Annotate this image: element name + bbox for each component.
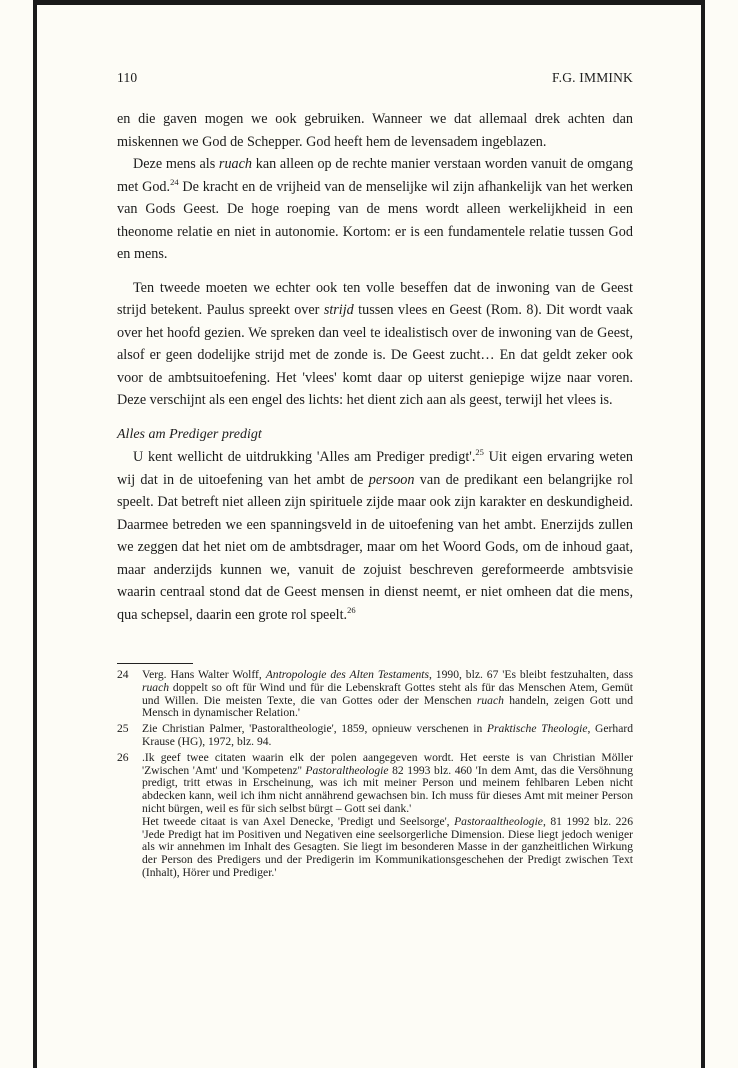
running-header <box>117 70 633 86</box>
term-ruach: ruach <box>218 156 253 172</box>
running-head-author: F.G. IMMINK <box>552 70 633 85</box>
footnote-number: 25 <box>117 722 129 736</box>
scan-frame-left <box>33 0 37 1068</box>
footnote-ref-26[interactable]: 26 <box>347 604 356 615</box>
footnote-25 <box>117 723 633 749</box>
paragraph-4: U kent wellicht de uitdrukking 'Alles am Prediger predigt'.$^{25}$ Uit eigen ervaring weten wij dat in de uitoefening van het ambt de persoon van de predikant een belangrijke rol speelt. Dat betreft niet alleen zijn spirituele zijde maar ook zijn karakter en deskundigheid. Daarmee betreden we een spanningsveld in de uitoefening van het ambt. Enerzijds zullen we zeggen dat het niet om de ambtsdrager, maar om het Woord Gods, om de inhoud gaat, maar anderzijds kunnen we, vanuit de zojuist beschreven gereformeerde ambtsvisie waarin centraal stond dat de Geest mensen in dienst neemt, er niet omheen dat die mens, qua schepsel, daarin een grote rol speelt.$^{26}$ <box>117 447 634 623</box>
section-heading: Alles am Prediger predigt <box>117 426 262 442</box>
scan-frame-right <box>701 0 705 1068</box>
paragraph-2: Deze mens als ruach kan alleen op de rechte manier verstaan worden vanuit de omgang met God.$^{24}$ De kracht en de vrijheid van de menselijke wil zijn afhankelijk van het werken van Gods Geest. De hoge roeping van de mens wordt alleen werkelijkheid in een theonome relatie en niet in autonomie. Kortom: er is een fundamentele relatie tussen God en mens. <box>117 156 633 262</box>
footnote-text: Zie Christian Palmer, 'Pastoraltheologie', 1859, opnieuw verschenen in Praktische Theologie, Gerhard Krause (HG), 1972, blz. 94. <box>142 722 633 748</box>
footnote-ref-24[interactable]: 24 <box>170 176 179 187</box>
term-strijd: strijd <box>323 302 354 318</box>
footnote-text: Verg. Hans Walter Wolff, Antropologie des Alten Testaments, 1990, blz. 67 'Es bleibt festzuhalten, dass ruach doppelt so oft für Wind und für die Lebenskraft Gottes steht als für das Menschen Atem, Gemüt und Willen. Die meisten Texte, die van Gottes oder der Menschen ruach handeln, zeigen Gott und Mensch in dynamischer Relation.' <box>142 668 634 720</box>
page-number: 110 <box>117 70 138 85</box>
footnote-26 <box>117 752 633 880</box>
footnote-text-continued: Het tweede citaat is van Axel Denecke, 'Predigt und Seelsorge', Pastoraaltheologie, 81 1992 blz. 226 'Jede Predigt hat im Positiven und Negativen eine seelsorgerliche Dimension. Diese liegt jedoch weniger als wir annehmen im Inhalt des Gesagten. Sie liegt im besonderen Masse in der ganzheitlichen Wirkung der Person des Predigers und der Predigerin im Kommunikationsgeschehen der Predigt zwischen Text (Inhalt), Hörer und Prediger.' <box>142 814 633 879</box>
footnote-number: 26 <box>117 750 129 764</box>
footnote-ref-25[interactable]: 25 <box>475 447 484 457</box>
body-text <box>117 108 633 626</box>
footnote-text: .Ik geef twee citaten waarin elk der polen aangegeven wordt. Het eerste is van Christian Möller 'Zwischen 'Amt' und 'Kompetenz'' Pastoraltheologie 82 1993 blz. 460 'In dem Amt, das die Versöhnung predigt, tritt etwas in Erscheinung, was ich mit meiner Person und meinem fehlbaren Leben nicht abdecken kann, weil ich ihm nicht annährend gewachsen bin. Ich muss für dieses Amt mit meiner Person nicht bürgen, weil es für sich selbst bürgt – Gott sei dank.' <box>142 750 633 815</box>
scan-frame-top <box>33 0 705 5</box>
footnotes <box>117 669 633 883</box>
footnote-number: 24 <box>117 668 129 681</box>
paragraph-3: Ten tweede moeten we echter ook ten volle beseffen dat de inwoning van de Geest strijd betekent. Paulus spreekt over strijd tussen vlees en Geest (Rom. 8). Dit wordt vaak over het hoofd gezien. We spreken dan veel te idealistisch over de inwoning van de Geest, alsof er geen dodelijke strijd met de zonde is. De Geest zucht… En dat geldt zeker ook voor de ambtsuitoefening. Het 'vlees' komt daar op uiterst geniepige wijze naar voren. Deze verschijnt als een engel des lichts: het dient zich aan als geest, terwijl het vlees is. <box>117 279 633 408</box>
footnote-24 <box>117 669 633 720</box>
term-persoon: persoon <box>368 471 415 488</box>
footnote-rule <box>117 663 193 664</box>
paragraph-1: en die gaven mogen we ook gebruiken. Wanneer we dat allemaal drek achten dan miskennen we God de Schepper. God heeft hem de levensadem ingeblazen. <box>117 111 633 150</box>
